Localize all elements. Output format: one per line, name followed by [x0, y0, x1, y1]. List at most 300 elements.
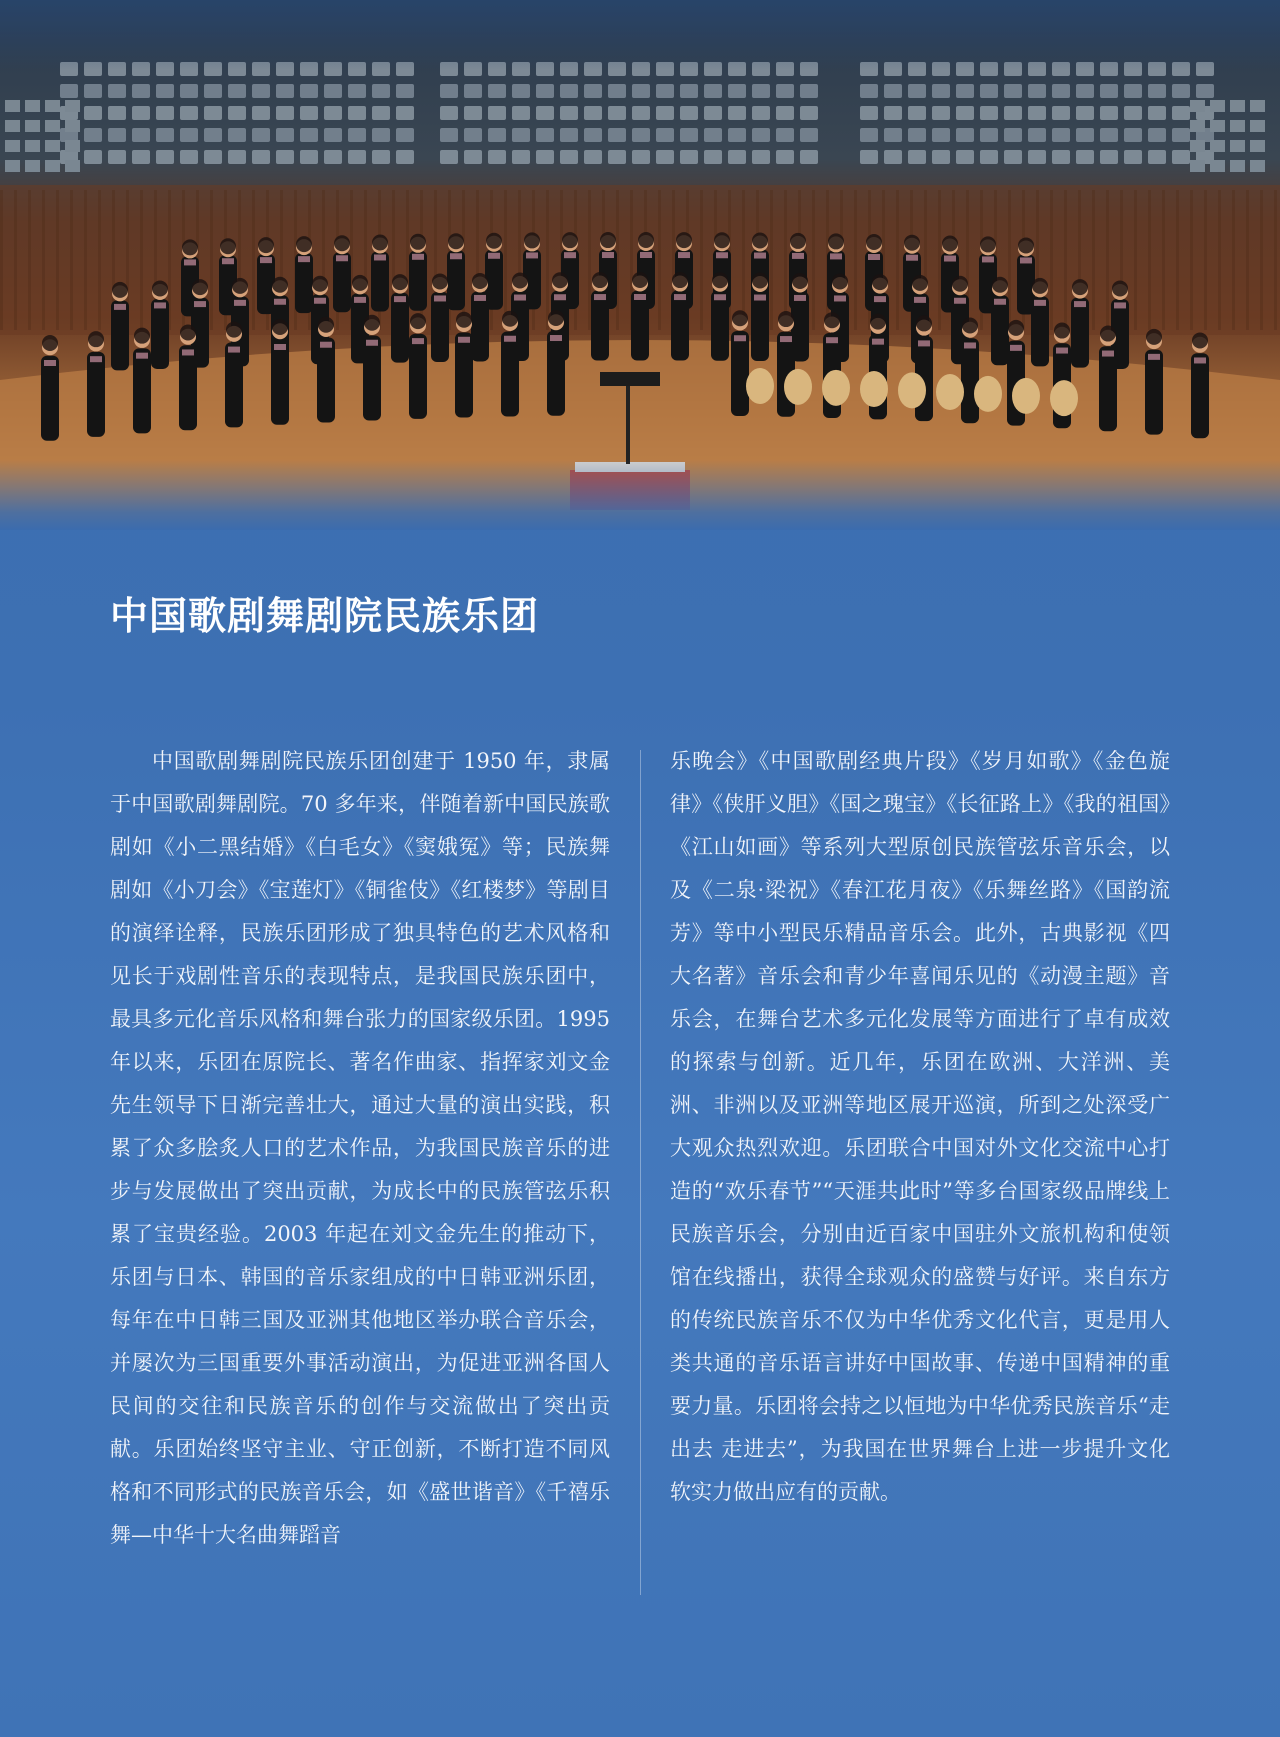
- column-divider: [640, 750, 641, 1595]
- musician-collar: [734, 335, 746, 341]
- balcony-seat: [584, 150, 602, 164]
- wood-slat: [1134, 190, 1137, 330]
- musician-body: [271, 340, 289, 425]
- balcony-seat: [396, 84, 414, 98]
- balcony-seat: [800, 150, 818, 164]
- balcony-seat: [800, 84, 818, 98]
- musician-hair: [752, 233, 768, 249]
- musician-body: [151, 299, 169, 369]
- musician-collar: [716, 252, 728, 258]
- balcony-seat: [228, 150, 246, 164]
- balcony-seat: [1052, 106, 1070, 120]
- wood-slat: [1260, 190, 1263, 330]
- balcony-seat: [252, 84, 270, 98]
- musician-hair: [1146, 329, 1162, 345]
- musician-hair: [42, 335, 58, 351]
- musician-collar: [228, 347, 240, 353]
- balcony-seat: [680, 128, 698, 142]
- balcony-seat: [396, 128, 414, 142]
- musician-hair: [502, 311, 518, 327]
- balcony-seat: [512, 84, 530, 98]
- musician-body: [961, 338, 979, 423]
- balcony-seat: [440, 84, 458, 98]
- balcony-seat: [228, 128, 246, 142]
- balcony-seat: [980, 150, 998, 164]
- wood-slat: [770, 190, 773, 330]
- wood-slat: [504, 190, 507, 330]
- balcony-seat: [1052, 128, 1070, 142]
- musician-body: [179, 345, 197, 430]
- balcony-seat: [560, 84, 578, 98]
- musician-collar: [826, 337, 838, 343]
- musician-hair: [456, 312, 472, 328]
- side-seat: [1210, 100, 1225, 112]
- balcony-seat: [180, 128, 198, 142]
- side-seat: [1210, 160, 1225, 172]
- musician-hair: [1008, 320, 1024, 336]
- musician-hair: [912, 275, 928, 291]
- balcony-seat: [584, 84, 602, 98]
- musician-collar: [554, 294, 566, 300]
- musician-collar: [320, 342, 332, 348]
- musician-hair: [1112, 280, 1128, 296]
- side-seat: [65, 100, 80, 112]
- musician-hair: [1192, 332, 1208, 348]
- musician-collar: [336, 255, 348, 261]
- musician-hair: [1018, 237, 1034, 253]
- balcony-seat: [252, 150, 270, 164]
- balcony-seat: [1028, 106, 1046, 120]
- side-seat: [1250, 160, 1265, 172]
- side-seat: [45, 120, 60, 132]
- musician-collar: [184, 259, 196, 265]
- side-seat: [1190, 120, 1205, 132]
- balcony-seat: [980, 106, 998, 120]
- musician-collar: [394, 296, 406, 302]
- balcony-seat: [608, 106, 626, 120]
- side-seat: [65, 160, 80, 172]
- musician-collar: [1148, 354, 1160, 360]
- balcony-seat: [1124, 84, 1142, 98]
- musician-collar: [526, 252, 538, 258]
- musician-collar: [298, 256, 310, 262]
- wood-slat: [1218, 190, 1221, 330]
- balcony-seat: [276, 128, 294, 142]
- balcony-seat: [584, 106, 602, 120]
- balcony-seat: [372, 128, 390, 142]
- balcony-seat: [1148, 84, 1166, 98]
- balcony-seat: [132, 106, 150, 120]
- balcony-seat: [488, 106, 506, 120]
- balcony-seat: [1004, 150, 1022, 164]
- balcony-seat: [1124, 128, 1142, 142]
- musician-collar: [964, 342, 976, 348]
- musician-hair: [392, 274, 408, 290]
- balcony-seat: [908, 106, 926, 120]
- side-seat: [1190, 100, 1205, 112]
- balcony-seat: [204, 150, 222, 164]
- musician-hair: [980, 236, 996, 252]
- wood-slat: [546, 190, 549, 330]
- balcony-seat: [656, 150, 674, 164]
- musician-hair: [512, 273, 528, 289]
- balcony-seat: [536, 106, 554, 120]
- balcony-seat: [1004, 128, 1022, 142]
- hero-top-fade: [0, 0, 1280, 70]
- musician-hair: [1032, 278, 1048, 294]
- musician-body: [1031, 296, 1049, 366]
- musician-hair: [432, 273, 448, 289]
- balcony-seat: [372, 150, 390, 164]
- musician-collar: [90, 356, 102, 362]
- musician-hair: [182, 239, 198, 255]
- balcony-seat: [728, 84, 746, 98]
- hero-bottom-fade: [0, 460, 1280, 530]
- musician-collar: [906, 255, 918, 261]
- musician-hair: [824, 312, 840, 328]
- balcony-seat: [324, 106, 342, 120]
- musician-hair: [676, 232, 692, 248]
- side-seat: [1250, 100, 1265, 112]
- musician-collar: [136, 353, 148, 359]
- balcony-seat: [1196, 84, 1214, 98]
- wood-slat: [1148, 190, 1151, 330]
- musician-body: [225, 342, 243, 427]
- side-seat: [25, 160, 40, 172]
- musician-hair: [226, 322, 242, 338]
- balcony-seat: [108, 128, 126, 142]
- musician-collar: [314, 298, 326, 304]
- balcony-seat: [1100, 150, 1118, 164]
- musician-collar: [1074, 301, 1086, 307]
- side-seat: [1210, 120, 1225, 132]
- musician-hair: [220, 238, 236, 254]
- balcony-seat: [560, 128, 578, 142]
- side-seat: [1230, 160, 1245, 172]
- wood-slat: [1246, 190, 1249, 330]
- balcony-seat: [860, 128, 878, 142]
- balcony-seat: [300, 150, 318, 164]
- wood-slat: [938, 190, 941, 330]
- body-column-left: 中国歌剧舞剧院民族乐团创建于 1950 年，隶属于中国歌剧舞剧院。70 多年来，伴随着新中国民族歌剧如《小二黑结婚》《白毛女》《窦娥冤》等；民族舞剧如《小刀会》《宝莲灯》《铜雀伎》《红楼梦》等剧目的演绎诠释，民族乐团形成了独具特色的艺术风格和见长于戏剧性音乐的表现特点，是我国民族乐团中，最具多元化音乐风格和舞台张力的国家级乐团。1995 年以来，乐团在原院长、著名作曲家、指挥家刘文金先生领导下日渐完善壮大，通过大量的演出实践，积累了众多脍炙人口的艺术作品，为我国民族音乐的进步与发展做出了突出贡献，为成长中的民族管弦乐积累了宝贵经验。2003 年起在刘文金先生的推动下，乐团与日本、韩国的音乐家组成的中日韩亚洲乐团，每年在中日韩三国及亚洲其他地区举办联合音乐会，并屡次为三国重要外事活动演出，为促进亚洲各国人民间的交往和民族音乐的创作与交流做出了突出贡献。乐团始终坚守主业、守正创新，不断打造不同风格和不同形式的民族音乐会，如《盛世谐音》《千禧乐舞—中华十大名曲舞蹈音: [110, 749, 610, 1547]
- musician-collar: [488, 253, 500, 259]
- balcony-seat: [108, 106, 126, 120]
- balcony-seat: [488, 128, 506, 142]
- balcony-seat: [704, 128, 722, 142]
- musician-hair: [942, 236, 958, 252]
- wood-slat: [14, 190, 17, 330]
- wood-slat: [1064, 190, 1067, 330]
- balcony-seat: [752, 150, 770, 164]
- balcony-seat: [728, 150, 746, 164]
- musician-collar: [834, 295, 846, 301]
- wood-slat: [70, 190, 73, 330]
- pipa-instrument: [784, 369, 812, 405]
- wood-slat: [658, 190, 661, 330]
- musician-hair: [828, 233, 844, 249]
- balcony-seat: [1076, 84, 1094, 98]
- balcony-seat: [1076, 150, 1094, 164]
- musician-collar: [234, 300, 246, 306]
- musician-collar: [154, 302, 166, 308]
- balcony-seat: [728, 106, 746, 120]
- balcony-seat: [884, 84, 902, 98]
- musician-hair: [312, 276, 328, 292]
- musician-hair: [1072, 279, 1088, 295]
- balcony-seat: [132, 128, 150, 142]
- balcony-seat: [932, 106, 950, 120]
- balcony-seat: [608, 128, 626, 142]
- wood-slat: [28, 190, 31, 330]
- balcony-seat: [440, 150, 458, 164]
- musician-hair: [192, 279, 208, 295]
- musician-hair: [334, 235, 350, 251]
- balcony-seat: [1076, 128, 1094, 142]
- side-seat: [5, 120, 20, 132]
- balcony-seat: [1100, 128, 1118, 142]
- musician-body: [111, 300, 129, 370]
- balcony-seat: [956, 128, 974, 142]
- wood-slat: [854, 190, 857, 330]
- wood-slat: [700, 190, 703, 330]
- musician-collar: [564, 252, 576, 258]
- musician-hair: [180, 324, 196, 340]
- pipa-instrument: [1012, 378, 1040, 414]
- pipa-instrument: [860, 371, 888, 407]
- musician-hair: [638, 232, 654, 248]
- side-seat: [1250, 120, 1265, 132]
- wood-slat: [252, 190, 255, 330]
- musician-body: [547, 331, 565, 416]
- balcony-seat: [300, 128, 318, 142]
- balcony-seat: [536, 84, 554, 98]
- musician-body: [87, 352, 105, 437]
- musician-hair: [524, 232, 540, 248]
- musician-collar: [182, 349, 194, 355]
- balcony-seat: [84, 84, 102, 98]
- balcony-seat: [860, 106, 878, 120]
- wood-slat: [1190, 190, 1193, 330]
- balcony-seat: [1004, 84, 1022, 98]
- balcony-seat: [884, 150, 902, 164]
- balcony-seat: [956, 84, 974, 98]
- pipa-instrument: [746, 368, 774, 404]
- musician-body: [671, 291, 689, 361]
- musician-collar: [366, 340, 378, 346]
- musician-hair: [1054, 323, 1070, 339]
- musician-collar: [602, 252, 614, 258]
- pipa-instrument: [898, 372, 926, 408]
- musician-collar: [1194, 357, 1206, 363]
- balcony-seat: [800, 128, 818, 142]
- balcony-seat: [800, 106, 818, 120]
- side-seat: [1230, 120, 1245, 132]
- wood-slat: [98, 190, 101, 330]
- balcony-seat: [704, 150, 722, 164]
- balcony-seat: [512, 106, 530, 120]
- musician-collar: [780, 336, 792, 342]
- musician-collar: [874, 296, 886, 302]
- musician-collar: [412, 254, 424, 260]
- balcony-seat: [276, 106, 294, 120]
- musician-hair: [870, 314, 886, 330]
- wood-slat: [0, 190, 3, 330]
- balcony-seat: [228, 84, 246, 98]
- balcony-seat: [980, 128, 998, 142]
- balcony-seat: [632, 128, 650, 142]
- balcony-seat: [632, 150, 650, 164]
- musician-hair: [992, 277, 1008, 293]
- balcony-seat: [632, 106, 650, 120]
- balcony-seat: [464, 128, 482, 142]
- balcony-seat: [180, 150, 198, 164]
- balcony-seat: [156, 128, 174, 142]
- musician-hair: [792, 273, 808, 289]
- balcony-seat: [860, 150, 878, 164]
- musician-collar: [458, 337, 470, 343]
- music-stand: [600, 372, 660, 386]
- body-column-right: 乐晚会》《中国歌剧经典片段》《岁月如歌》《金色旋律》《侠肝义胆》《国之瑰宝》《长征路上》《我的祖国》《江山如画》等系列大型原创民族管弦乐音乐会，以及《二泉·梁祝》《春江花月夜》《乐舞丝路》《国韵流芳》等中小型民乐精品音乐会。此外，古典影视《四大名著》音乐会和青少年喜闻乐见的《动漫主题》音乐会，在舞台艺术多元化发展等方面进行了卓有成效的探索与创新。近几年，乐团在欧洲、大洋洲、美洲、非洲以及亚洲等地区展开巡演，所到之处深受广大观众热烈欢迎。乐团联合中国对外文化交流中心打造的“欢乐春节”“天涯共此时”等多台国家级品牌线上民族音乐会，分别由近百家中国驻外文旅机构和使领馆在线播出，获得全球观众的盛赞与好评。来自东方的传统民族音乐不仅为中华优秀文化代言，更是用人类共通的音乐语言讲好中国故事、传递中国精神的重要力量。乐团将会持之以恒地为中华优秀民族音乐“走出去 走进去”，为我国在世界舞台上进一步提升文化软实力做出应有的贡献。: [670, 749, 1170, 1504]
- balcony-seat: [932, 128, 950, 142]
- balcony-seat: [560, 150, 578, 164]
- musician-hair: [872, 274, 888, 290]
- balcony-seat: [324, 128, 342, 142]
- musician-hair: [364, 315, 380, 331]
- balcony-seat: [956, 150, 974, 164]
- side-seat: [1190, 160, 1205, 172]
- balcony-seat: [1124, 150, 1142, 164]
- balcony-seat: [1172, 128, 1190, 142]
- balcony-seat: [1052, 84, 1070, 98]
- musician-collar: [550, 335, 562, 341]
- musician-hair: [592, 272, 608, 288]
- side-seat: [25, 140, 40, 152]
- balcony-seat: [204, 84, 222, 98]
- balcony-seat: [276, 84, 294, 98]
- balcony-seat: [228, 106, 246, 120]
- balcony-seat: [980, 84, 998, 98]
- musician-collar: [474, 295, 486, 301]
- musician-hair: [832, 273, 848, 289]
- musician-body: [731, 331, 749, 416]
- wood-slat: [1232, 190, 1235, 330]
- wood-slat: [1204, 190, 1207, 330]
- musician-body: [409, 334, 427, 419]
- balcony-seat: [180, 84, 198, 98]
- balcony-seat: [464, 84, 482, 98]
- balcony-seat: [488, 150, 506, 164]
- musician-body: [1145, 350, 1163, 435]
- balcony-seat: [440, 128, 458, 142]
- balcony-seat: [632, 84, 650, 98]
- balcony-seat: [776, 128, 794, 142]
- wood-slat: [1092, 190, 1095, 330]
- balcony-seat: [512, 128, 530, 142]
- wood-slat: [210, 190, 213, 330]
- side-seat: [25, 100, 40, 112]
- balcony-seat: [252, 106, 270, 120]
- pipa-instrument: [974, 376, 1002, 412]
- musician-collar: [868, 254, 880, 260]
- musician-collar: [274, 299, 286, 305]
- musician-collar: [678, 252, 690, 258]
- balcony-seat: [656, 128, 674, 142]
- balcony-seat: [1172, 150, 1190, 164]
- balcony-seat: [1172, 84, 1190, 98]
- balcony-seat: [536, 150, 554, 164]
- musician-body: [591, 291, 609, 361]
- balcony-seat: [156, 84, 174, 98]
- balcony-seat: [204, 128, 222, 142]
- page-title: 中国歌剧舞剧院民族乐团: [110, 593, 540, 638]
- musician-hair: [712, 272, 728, 288]
- musician-collar: [1102, 351, 1114, 357]
- wood-slat: [742, 190, 745, 330]
- musician-body: [363, 336, 381, 421]
- musician-body: [391, 293, 409, 363]
- balcony-seat: [1148, 128, 1166, 142]
- side-seat: [1210, 140, 1225, 152]
- orchestra-illustration: [0, 0, 1280, 530]
- balcony-seat: [84, 106, 102, 120]
- side-seat: [1230, 140, 1245, 152]
- balcony-seat: [656, 84, 674, 98]
- wood-slat: [784, 190, 787, 330]
- musician-hair: [272, 319, 288, 335]
- balcony-seat: [656, 106, 674, 120]
- musician-hair: [152, 280, 168, 296]
- balcony-seat: [348, 128, 366, 142]
- balcony-seat: [1076, 106, 1094, 120]
- balcony-seat: [512, 150, 530, 164]
- balcony-seat: [932, 84, 950, 98]
- wood-slat: [140, 190, 143, 330]
- balcony-seat: [584, 128, 602, 142]
- musician-collar: [1056, 348, 1068, 354]
- balcony-seat: [704, 106, 722, 120]
- balcony-seat: [1172, 106, 1190, 120]
- balcony-seat: [156, 150, 174, 164]
- musician-body: [1191, 353, 1209, 438]
- musician-hair: [600, 232, 616, 248]
- musician-hair: [916, 315, 932, 331]
- musician-hair: [714, 232, 730, 248]
- balcony-seat: [84, 128, 102, 142]
- side-seat: [5, 160, 20, 172]
- side-seat: [45, 100, 60, 112]
- musician-collar: [260, 257, 272, 263]
- musician-collar: [114, 304, 126, 310]
- balcony-seat: [1052, 150, 1070, 164]
- side-seat: [25, 120, 40, 132]
- musician-collar: [914, 297, 926, 303]
- balcony-seat: [348, 150, 366, 164]
- musician-hair: [410, 234, 426, 250]
- musician-collar: [944, 256, 956, 262]
- balcony-seat: [1028, 128, 1046, 142]
- balcony-seat: [908, 84, 926, 98]
- balcony-seat: [908, 128, 926, 142]
- balcony-seat: [488, 84, 506, 98]
- musician-collar: [640, 252, 652, 258]
- musician-hair: [866, 234, 882, 250]
- balcony-seat: [396, 150, 414, 164]
- balcony-seat: [204, 106, 222, 120]
- balcony-seat: [108, 150, 126, 164]
- musician-body: [501, 331, 519, 416]
- musician-body: [1071, 298, 1089, 368]
- musician-collar: [918, 340, 930, 346]
